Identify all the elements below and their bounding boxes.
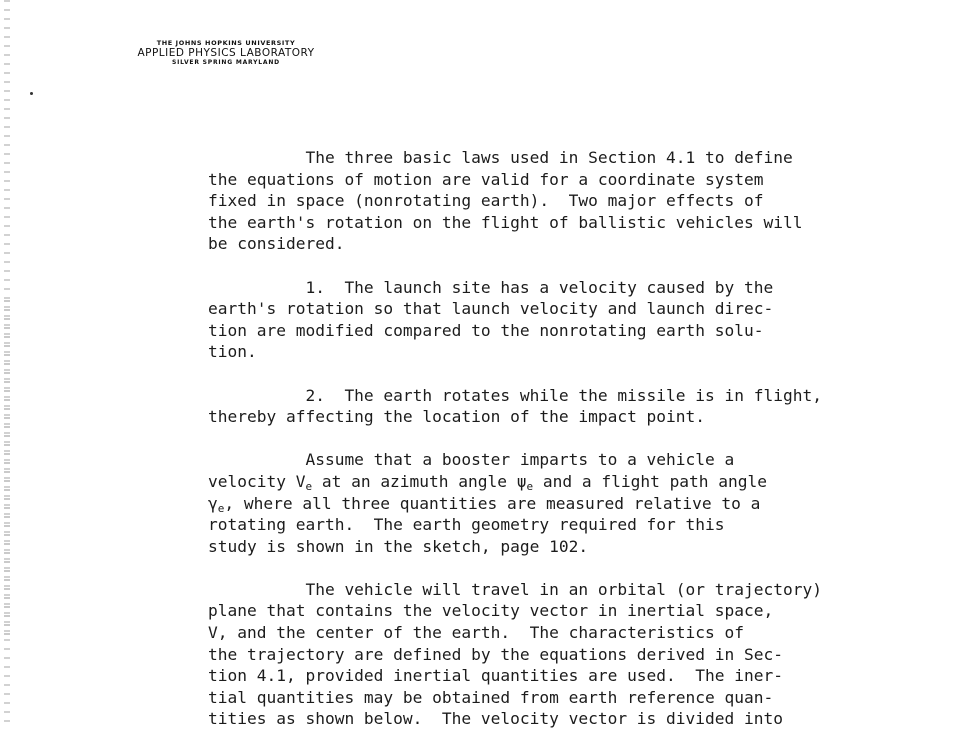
text-line: plane that contains the velocity vector in inertial space, [208, 601, 774, 621]
text-fragment: at an azimuth angle ψ [312, 471, 527, 491]
letterhead-location: SILVER SPRING MARYLAND [172, 58, 280, 66]
text-line-gamma [208, 493, 788, 515]
text-line: study is shown in the sketch, page 102. [208, 536, 589, 556]
paragraph-item-2 [208, 385, 822, 428]
text-line: rotating earth. The earth geometry required for this [208, 515, 725, 535]
paragraph-booster-assumption [208, 449, 788, 557]
subscript-e: e [526, 479, 534, 493]
scan-speck [30, 92, 33, 95]
text-line: Assume that a booster imparts to a vehicle a [208, 450, 735, 470]
text-line: 1. The launch site has a velocity caused by the [208, 277, 774, 297]
text-fragment: and a flight path angle [533, 471, 768, 491]
paragraph-rotation-effects [208, 147, 803, 255]
letterhead-laboratory: APPLIED PHYSICS LABORATORY [137, 46, 315, 59]
paragraph-item-1 [208, 277, 788, 363]
text-line: the equations of motion are valid for a coordinate system [208, 169, 764, 189]
paragraph-orbital-plane [208, 579, 822, 729]
text-line: fixed in space (nonrotating earth). Two major effects of [208, 191, 764, 211]
text-fragment: velocity V [208, 471, 306, 491]
text-line: tities as shown below. The velocity vector is divided into [208, 709, 783, 729]
text-line: the earth's rotation on the flight of ballistic vehicles will [208, 212, 803, 232]
text-line: the trajectory are defined by the equations derived in Sec- [208, 644, 783, 664]
text-line: 2. The earth rotates while the missile is in flight, [208, 385, 822, 405]
body-text [208, 147, 822, 729]
subscript-e: e [217, 501, 225, 515]
text-line: The vehicle will travel in an orbital (or trajectory) [208, 579, 822, 599]
text-line-velocity [208, 471, 788, 493]
text-line: The three basic laws used in Section 4.1 to define [208, 148, 793, 167]
text-line: tion. [208, 342, 257, 362]
text-fragment: , where all three quantities are measured relative to a [224, 493, 761, 513]
subscript-e: e [305, 479, 313, 493]
scan-edge-artifacts-lower [4, 300, 10, 640]
text-line: V, and the center of the earth. The characteristics of [208, 623, 745, 643]
text-fragment: γ [208, 493, 218, 513]
letterhead-university: THE JOHNS HOPKINS UNIVERSITY [156, 39, 296, 47]
text-line: tion 4.1, provided inertial quantities are used. The iner- [208, 666, 783, 686]
text-line: tial quantities may be obtained from earth reference quan- [208, 687, 774, 707]
text-line: earth's rotation so that launch velocity and launch direc- [208, 299, 774, 319]
text-line: tion are modified compared to the nonrotating earth solu- [208, 320, 764, 340]
text-line: thereby affecting the location of the impact point. [208, 407, 706, 427]
letterhead [122, 40, 330, 66]
text-line: be considered. [208, 234, 345, 254]
